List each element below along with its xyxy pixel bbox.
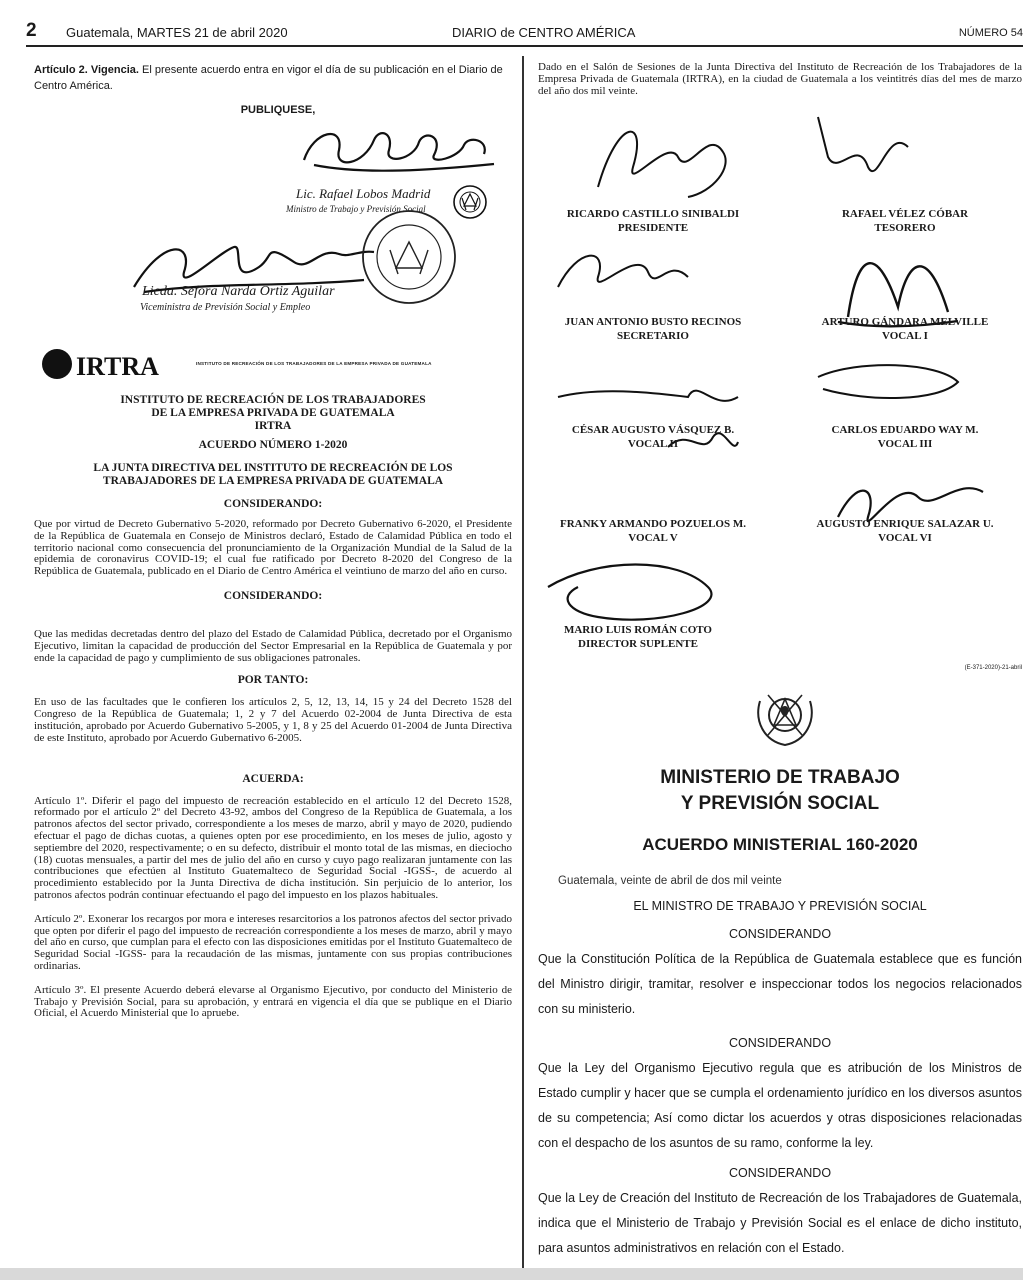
column-divider	[522, 56, 524, 1268]
considerando-b-text: Que la Ley del Organismo Ejecutivo regula que es atribución de los Ministros de Estado cumplir y hacer que se cumpla el ordenamiento jurídico en los diversos asuntos de su competencia; Así como dictar los acuerdos y otras disposiciones relacionadas con el despacho de los asuntos de su ramo, conforme la ley.	[538, 1061, 1022, 1151]
por-tanto-heading: POR TANTO:	[237, 674, 309, 687]
page-number: 2	[26, 20, 37, 41]
signer-6: CARLOS EDUARDO WAY M. VOCAL III	[831, 424, 979, 451]
acuerda-heading: ACUERDA:	[242, 772, 304, 785]
signature-block-viceminister	[34, 232, 512, 332]
viceminister-title: Viceministra de Previsión Social y Empleo	[140, 302, 311, 313]
signer-4: ARTURO GÁNDARA MELVILLE VOCAL I	[821, 316, 989, 343]
ministry-crest-area	[538, 657, 1022, 765]
signer-2: RAFAEL VÉLEZ CÓBAR TESORERO	[841, 208, 969, 235]
article-3: Artículo 3º. El presente Acuerdo deberá elevarse al Organismo Ejecutivo, por conducto del Ministerio de Trabajo y Previsión Social, para su aprobación, y entrará en vigencia el día que se publique en el Diario Oficial, el Acuerdo Ministerial que lo apruebe.	[34, 983, 512, 1020]
article-1: Artículo 1º. Diferir el pago del impuesto de recreación establecido en el artículo 12 del Decreto 1528, reformado por el artículo 2º del Decreto 43-92, ambos del Congreso de la República de Guatemala, a los patronos afectos del sector privado, correspondiente a los meses de marzo, abril y mayo de 2020, pudiendo efectuar el pago de dichas cuotas, a quienes opten por ese procedimiento, en los meses de julio, agosto y septiembre del 2020, respectivamente; o en su defecto, distribuir el monto total de las mismas, en dieciocho (18) cuotas mensuales, a partir del mes de julio del año en curso y cuyo pago realizaran juntamente con las contribuciones que efectúen al Instituto Guatemalteco de Seguridad Social -IGSS-, de acuerdo al procedimiento establecido por la Junta Directiva de dicha institución. Sin perjuicio de lo anterior, los patronos afectos podrán continuar efectuando el pago del impuesto en los plazos habituales.	[34, 794, 512, 901]
junta-line-2: TRABAJADORES DE LA EMPRESA PRIVADA DE GUATEMALA	[102, 475, 444, 487]
considerando-b-heading: CONSIDERANDO	[728, 1036, 832, 1051]
header-rule	[26, 45, 1023, 47]
article-2-label: Artículo 2. Vigencia.	[34, 64, 139, 76]
considerando-2-text: Que las medidas decretadas dentro del plazo del Estado de Calamidad Pública, decretado por el Organismo Ejecutivo, limitan la capacidad de producción del Sector Empresarial en la República de Guatemala y por ende la capacidad de pago y cumplimiento de sus obligaciones patronales.	[34, 627, 512, 664]
institute-name-line-2: DE LA EMPRESA PRIVADA DE GUATEMALA	[151, 407, 395, 419]
dado-text: Dado en el Salón de Sesiones de la Junta Directiva del Instituto de Recreación de los Trabajadores de la Empresa Privada de Guatemala (IRTRA), en la ciudad de Guatemala a los veintitrés días del mes de marzo del año dos mil veinte.	[538, 62, 1022, 97]
minister-heading: EL MINISTRO DE TRABAJO Y PREVISIÓN SOCIAL	[633, 899, 927, 914]
signer-8: AUGUSTO ENRIQUE SALAZAR U. VOCAL VI	[816, 518, 994, 545]
newspaper-name: DIARIO de CENTRO AMÉRICA	[452, 25, 636, 40]
considerando-1-heading: CONSIDERANDO:	[223, 498, 323, 510]
ministry-seal-icon	[360, 208, 458, 306]
considerando-2-heading: CONSIDERANDO:	[223, 589, 323, 602]
institute-name-line-3: IRTRA	[254, 420, 292, 432]
signer-1: RICARDO CASTILLO SINIBALDI PRESIDENTE	[566, 208, 740, 235]
signer-9: MARIO LUIS ROMÁN COTO DIRECTOR SUPLENTE	[563, 624, 712, 651]
right-column	[538, 62, 1022, 1261]
minister-name: Lic. Rafael Lobos Madrid	[296, 186, 431, 201]
considerando-c-text: Que la Ley de Creación del Instituto de Recreación de los Trabajadores de Guatemala, indica que el Ministerio de Trabajo y Previsión Social es el enlace de dicho instituto, para asuntos administrativos en relación con el Estado.	[538, 1191, 1022, 1256]
page-footer-strip	[0, 1268, 1023, 1280]
article-2-vigencia	[34, 62, 512, 94]
place-date: Guatemala, veinte de abril de dos mil veinte	[558, 875, 782, 888]
article-2: Artículo 2º. Exonerar los recargos por mora e intereses resarcitorios a los patronos afectos del sector privado que opten por diferir el pago del impuesto de recreación correspondiente a los meses de marzo, abril y mayo del año en curso, que cumplan para el efecto con las disposiciones emitidas por el Instituto Guatemalteco de Seguridad Social -IGSS- para la recaudación de las mismas, juntamente con sus propias contribuciones ordinarias.	[34, 912, 512, 972]
header-date: Guatemala, MARTES 21 de abril 2020	[66, 25, 288, 40]
considerando-1-text: Que por virtud de Decreto Gubernativo 5-2020, reformado por Decreto Gubernativo 6-2020, el Presidente de la República de Guatemala en Consejo de Ministros declaró, Estado de Calamidad Pública en todo el territorio nacional como consecuencia del pronunciamiento de la Organización Mundial de la Salud de la epidemia de coronavirus COVID-19; el cual fue ratificado por Decreto 8-2020 del Congreso de la República de Guatemala, publicado en el Diario de Centro América el veintiuno de marzo del año en curso.	[34, 518, 512, 578]
signer-3: JUAN ANTONIO BUSTO RECINOS SECRETARIO	[564, 316, 742, 343]
irtra-logo-bar	[34, 338, 512, 382]
ministry-title-line-2: Y PREVISIÓN SOCIAL	[680, 793, 880, 815]
irtra-logo-icon	[40, 346, 190, 382]
considerando-a-text: Que la Constitución Política de la República de Guatemala establece que es función del Ministro dirigir, tramitar, resolver e inspeccionar todos los negocios relacionados con su ministerio.	[538, 952, 1022, 1017]
institute-name-line-1: INSTITUTO DE RECREACIÓN DE LOS TRABAJADORES	[120, 394, 426, 406]
minister-title: Ministro de Trabajo y Previsión Social	[286, 204, 426, 214]
signature-minister-icon	[284, 120, 512, 180]
por-tanto-text: En uso de las facultades que le confieren los artículos 2, 5, 12, 13, 14, 15 y 24 del Decreto 1528 del Congreso de la República de Guatemala; 1, 2 y 7 del Acuerdo 02-2004 de Junta Directiva de esta institución, aprobado por Acuerdo Gubernativo 5-2005, y 1, 8 y 25 del Acuerdo 01-2004 de Junta Directiva de este Instituto, aprobado por Acuerdo Gubernativo 6-2005.	[34, 696, 512, 744]
guatemala-crest-icon	[750, 681, 820, 751]
ministry-title-line-1: MINISTERIO DE TRABAJO	[660, 767, 900, 789]
issue-number: NÚMERO 54	[958, 27, 1023, 39]
irtra-tagline: INSTITUTO DE RECREACIÓN DE LOS TRABAJADORES DE LA EMPRESA PRIVADA DE GUATEMALA	[196, 361, 432, 366]
board-signatures-icon	[538, 97, 1022, 657]
left-column	[34, 62, 512, 1020]
considerando-a-heading: CONSIDERANDO	[728, 927, 832, 942]
reference-code: (E-371-2020)-21-abril	[964, 665, 1022, 672]
publiquese-label: PUBLIQUESE,	[240, 104, 316, 116]
viceminister-name: Licda. Sefora Narda Ortiz Aguilar	[142, 284, 335, 299]
svg-text:IRTRA: IRTRA	[76, 352, 159, 381]
signer-5: CÉSAR AUGUSTO VÁSQUEZ B. VOCAL II	[571, 424, 735, 451]
acuerdo-ministerial-title: ACUERDO MINISTERIAL 160-2020	[642, 835, 918, 855]
considerando-c-heading: CONSIDERANDO	[728, 1166, 832, 1181]
junta-line-1: LA JUNTA DIRECTIVA DEL INSTITUTO DE RECREACIÓN DE LOS	[93, 462, 453, 474]
signers-block	[538, 97, 1022, 657]
acuerdo-number: ACUERDO NÚMERO 1-2020	[198, 439, 348, 451]
signer-7: FRANKY ARMANDO POZUELOS M. VOCAL V	[560, 518, 746, 545]
page-header	[0, 0, 1023, 44]
article-2-text: El presente acuerdo entra en vigor el día de su publicación en el Diario de Centro América.	[34, 64, 503, 92]
